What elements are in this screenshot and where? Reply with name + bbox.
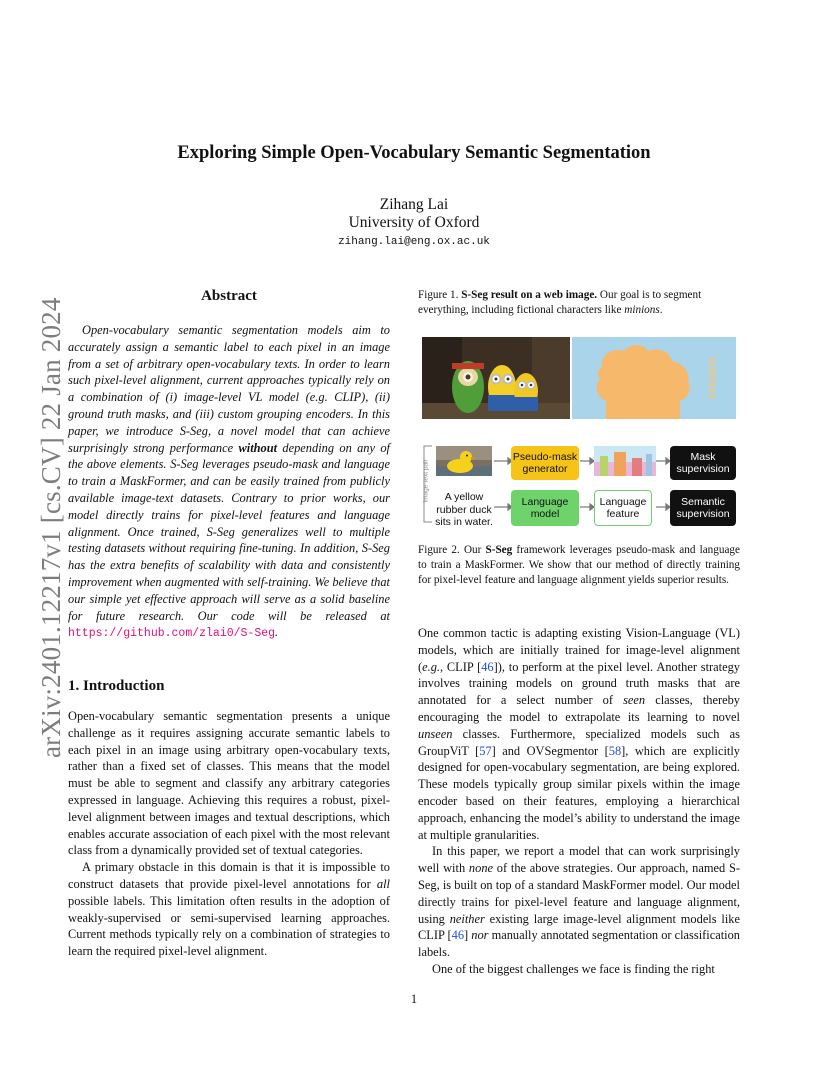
- pseudo-mask-generator-box: Pseudo-mask generator: [511, 446, 579, 480]
- language-model-box: Language model: [511, 490, 579, 526]
- minions-photo-illustration: [422, 337, 570, 419]
- section-heading-introduction: 1. Introduction: [68, 678, 165, 694]
- figure-1-caption: Figure 1. S-Seg result on a web image. Our goal is to segment everything, including fictional characters like minions.: [418, 289, 702, 316]
- minions-photo: [422, 337, 570, 419]
- citation-46[interactable]: 46: [481, 659, 494, 674]
- author-email[interactable]: zihang.lai@eng.ox.ac.uk: [338, 236, 490, 248]
- author-name: Zihang Lai: [379, 196, 449, 213]
- arxiv-stamp: arXiv:2401.12217v1 [cs.CV] 22 Jan 2024: [36, 297, 66, 758]
- mask-class-label: minions: [706, 356, 718, 400]
- right-paragraph-3: One of the biggest challenges we face is finding the right: [432, 961, 715, 976]
- code-link[interactable]: https://github.com/zlai0/S-Seg: [68, 627, 276, 641]
- page-number: 1: [410, 992, 418, 1006]
- right-column-body: [418, 625, 740, 978]
- paper-title: Exploring Simple Open-Vocabulary Semantic Segmentation: [177, 143, 651, 163]
- abstract-bold-without: without: [238, 440, 278, 455]
- citation-46-second[interactable]: 46: [451, 928, 465, 943]
- citation-58[interactable]: 58: [608, 743, 622, 758]
- mask-supervision-box: Mask supervision: [670, 446, 736, 480]
- abstract-body: Open-vocabulary semantic segmentation models aim to accurately assign a semantic label to each pixel in an image from a set of arbitrary open-vocabulary texts. In order to learn such pixel-level alignment, current approaches typically rely on a combination of (i) image-level VL model (e.g. CLIP), (ii) ground truth masks, and (iii) custom grouping encoders. In this paper, we introduce S-Seg, a novel model that can achieve surprisingly strong performance without depending on any of the above elements. S-Seg leverages pseudo-mask and language to train a MaskFormer, and can be easily trained from publicly available image-text datasets. Contrary to prior works, our model directly trains for pixel-level features and language alignment. Once trained, S-Seg generalizes well to multiple testing datasets without requiring fine-tuning. In addition, S-Seg has the extra benefits of scalability with data and consistently improvement when augmented with self-training. We believe that our simple yet effective approach will serve as a solid baseline for future research. Our code will be released at https://github.com/zlai0/S-Seg.: [68, 323, 390, 641]
- citation-57[interactable]: 57: [479, 743, 492, 758]
- figure-2-caption: Figure 2. Our S-Seg framework leverages pseudo-mask and language to train a MaskFormer. We show that our method of directly training for pixel-level feature and language alignment yields superior results.: [418, 544, 740, 586]
- intro-paragraph-2: A primary obstacle in this domain is that it is impossible to construct datasets that provide pixel-level annotations for all possible labels. This limitation often results in the adoption of weakly-supervised or semi-supervised learning approaches. Current methods typically rely on a combination of strategies to learn the required pixel-level alignment.: [68, 860, 390, 959]
- image-text-pair-label: Image-text pair: [422, 459, 430, 503]
- language-feature-box: Language feature: [594, 490, 652, 526]
- pseudo-mask-preview: [594, 446, 656, 476]
- image-caption-text: A yellow rubber duck sits in water.: [435, 491, 493, 528]
- introduction-body: [68, 708, 390, 960]
- duck-image: [436, 446, 492, 476]
- author-affiliation: University of Oxford: [348, 214, 480, 231]
- semantic-supervision-box: Semantic supervision: [670, 490, 736, 526]
- right-paragraph-2: In this paper, we report a model that can work surprisingly well with none of the above strategies. Our approach, named S-Seg, is built on top of a standard MaskFormer model. Our model directly trains for pixel-level feature and language alignment, using neither existing large image-level alignment models like CLIP [46] nor manually annotated segmentation or classification labels.: [418, 844, 740, 960]
- right-paragraph-1: One common tactic is adapting existing Vision-Language (VL) models, which are initially trained for image-level alignment (e.g., CLIP [46]), to perform at the pixel level. Another strategy involves training models on ground truth masks that are annotated for a select number of seen classes, thereby encouraging the model to extrapolate its learning to novel unseen classes. Furthermore, specialized models such as GroupViT [57] and OVSegmentor [58], which are explicitly designed for open-vocabulary segmentation, are being explored. These models typically group similar pixels within the image encoder based on their features, employing a hierarchical approach, enhancing the model’s ability to understand the image at multiple granularities.: [418, 626, 741, 842]
- intro-paragraph-1: Open-vocabulary semantic segmentation presents a unique challenge as it requires assigning accurate semantic labels to each pixel in an image using arbitrary open-vocabulary texts, rather than a fixed set of classes. This means that the model must be able to segment and classify any arbitrary categories expressed in language. Achieving this requires a robust, pixel-level alignment between images and textual descriptions, which enables accurate association of each pixel with the most relevant class from a dynamically provided set of textual categories.: [68, 709, 390, 858]
- abstract-heading: Abstract: [201, 288, 257, 304]
